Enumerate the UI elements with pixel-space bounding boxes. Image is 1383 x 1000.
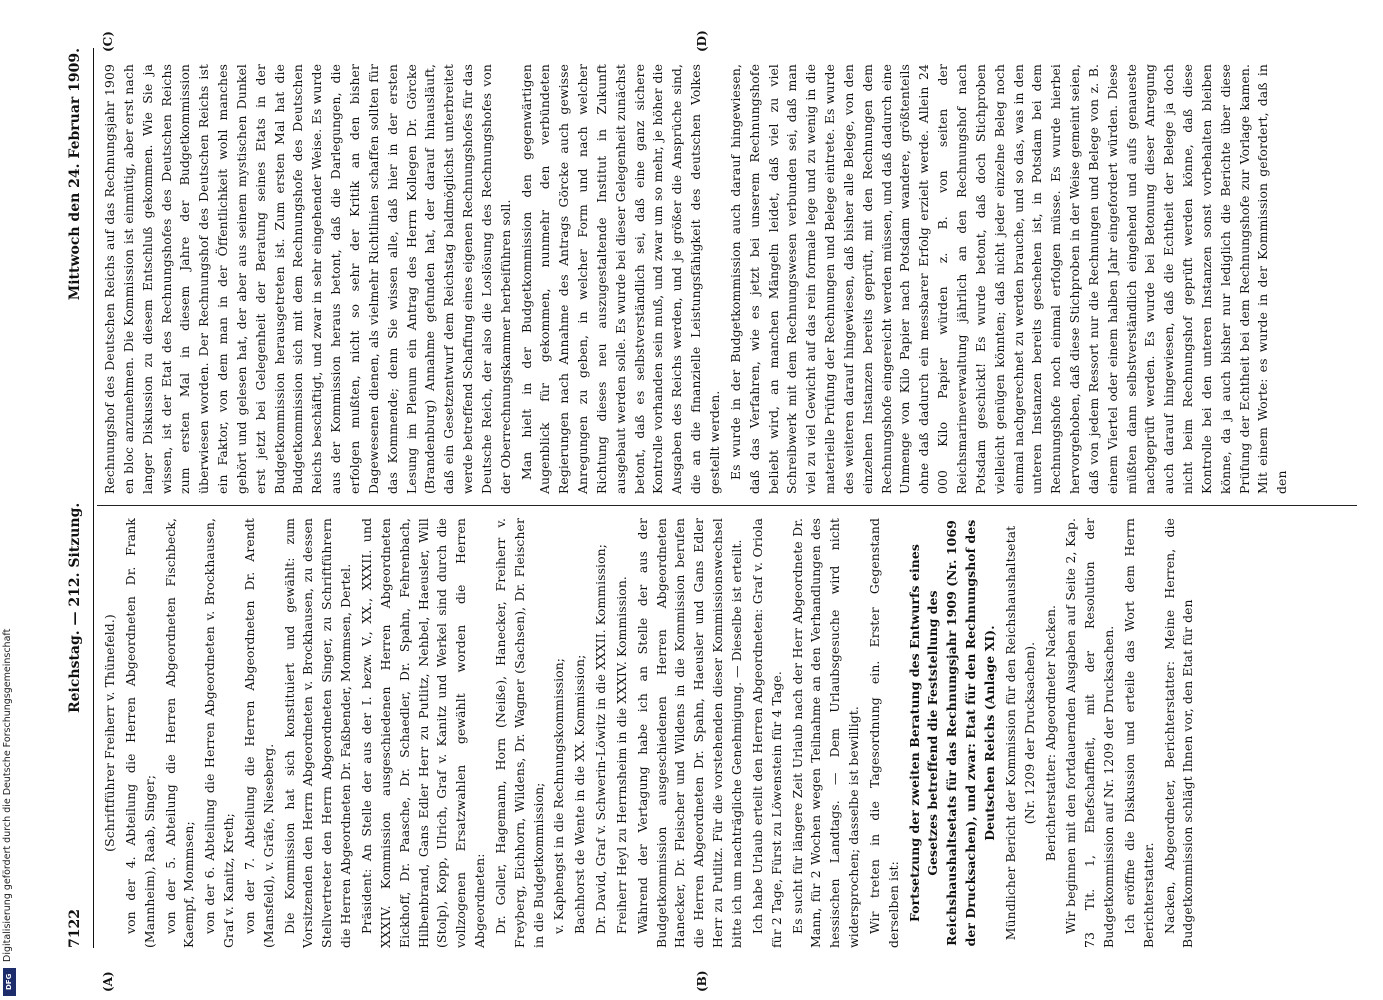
paragraph: Wir treten in die Tagesordnung ein. Erster Gegenstand derselben ist: — [866, 518, 901, 948]
paragraph: Dr. Goller, Hagemann, Horn (Neiße), Hanecker, Freiherr v. Freyberg, Eichhorn, Wildens, Dr. Wagner (Sachsen), Dr. Fleischer in die Budgetkommission; — [492, 518, 546, 948]
paragraph: v. Kaphengst in die Rechnungskommission; — [551, 657, 567, 934]
paragraph: Nacken, Abgeordneter, Berichterstatter: Meine Herren, die Budgetkommission schlägt Ihnen vor, den Etat für den — [1161, 518, 1196, 948]
margin-mark-b: (B) — [695, 970, 709, 992]
agenda-item-title: Fortsetzung der zweiten Beratung des Entwurfs eines Gesetzes betreffend die Feststellung des Reichshaushaltsetats für das Rechnungsjahr 1909 (Nr. 1069 der Drucksachen), und zwar: Etat für den Rechnungshof des Deutschen Reichs (Anlage XI). — [906, 519, 997, 947]
session-date: Mittwoch den 24. Februar 1909. — [67, 48, 83, 301]
paragraph: Ich habe Urlaub erteilt den Herren Abgeordneten: Graf v. Oriola für 2 Tage, Fürst zu Löwenstein für 4 Tage. — [749, 518, 784, 948]
paragraph: Wir beginnen mit den fortdauernden Ausgaben auf Seite 2, Kap. 73 Tit. 1, Ehefschaffheit, mit der Resolution der Budgetkommission auf Nr. 1209 der Drucksachen. — [1063, 518, 1117, 948]
page-header — [67, 48, 91, 948]
paragraph: (Schriftführer Freiherr v. Thünefeld.) — [102, 614, 117, 852]
paragraph: Während der Vertagung habe ich an Stelle der aus der Budgetkommission ausgeschiedenen Herren Abgeordneten Hanecker, Dr. Fleischer und Wildens in die Kommission berufen die Herren Abgeordneten Dr. Spahn, Haeusler und Gans Edler Herr zu Putlitz. Für die vorstehenden dieser Kommissionswechsel bitte ich um nachträgliche Genehmigung. — Dieselbe ist erteilt. — [634, 518, 744, 948]
paragraph: von der 7. Abteilung die Herren Abgeordneten Dr. Arendt (Mansfeld), v. Gräfe, Nieseberg. — [241, 518, 276, 948]
margin-mark-a: (A) — [101, 971, 115, 992]
margin-mark-d: (D) — [695, 30, 709, 52]
paragraph: Die Kommission hat sich konstituiert und gewählt: zum Vorsitzenden den Herrn Abgeordneten v. Brockhausen, zu dessen Stellvertreter den Herrn Abgeordneten Singer, zu Schriftführern die Herren Abgeordneten Dr. Faßbender, Mommsen, Dertel. — [281, 518, 354, 948]
session-title: Reichstag. — 212. Sitzung. — [67, 502, 83, 713]
left-column — [101, 518, 1200, 948]
paragraph: Bachhorst de Wente in die XX. Kommission; — [572, 654, 588, 934]
header-rule — [93, 48, 94, 948]
paragraph: Ich eröffne die Diskussion und erteile das Wort dem Herrn Berichterstatter. — [1121, 518, 1156, 948]
paragraph: von der 5. Abteilung die Herren Abgeordneten Fischbeck, Kaempf, Mommsen; — [162, 518, 197, 948]
margin-mark-c: (C) — [101, 31, 115, 52]
digitization-footer — [2, 0, 18, 1000]
paragraph: Mündlicher Bericht der Kommission für den Reichshaushaltsetat (Nr. 1209 der Drucksachen). — [1002, 525, 1037, 941]
paragraph: Rechnungshof des Deutschen Reichs auf das Rechnungsjahr 1909 en bloc anzunehmen. Die Kommission ist einmütig, aber erst nach langer Diskussion zu diesem Entschluß gekommen. Wie Sie ja wissen, ist der Etat des Rechnungshofes des Deutschen Reichs zum ersten Mal in diesem Jahre der Budgetkommission überwiesen worden. Der Rechnungshof des Deutschen Reichs ist ein Faktor, von dem man in der Öffentlichkeit wohl manches gehört und gelesen hat, der aber aus seinem mystischen Dunkel erst jetzt bei Gelegenheit der Beratung seines Etats in der Budgetkommission herausgetreten ist. Zum ersten Mal hat die Budgetkommission sich mit dem Rechnungshofe des Deutschen Reichs beschäftigt, und zwar in sehr eingehender Weise. Es wurde aus der Kommission heraus betont, daß die Darlegungen, die erfolgen mußten, nicht so sehr der Kritik an den bisher Dagewesenen dienen, als vielmehr Richtlinien schaffen sollten für das Kommende; denn Sie wissen alle, daß hier in der ersten Lesung im Plenum ein Antrag des Herrn Kollegen Dr. Görcke (Brandenburg) Annahme gefunden hat, der darauf hinausläuft, daß ein Gesetzentwurf dem Reichstag baldmöglichst unterbreitet werde betreffend Schaffung eines eigenen Rechnungshofes für das Deutsche Reich, der also die Loslösung des Rechnungshofes von der Oberrechnungskammer herbeiführen soll. — [102, 64, 513, 494]
paragraph: Man hielt in der Budgetkommission den gegenwärtigen Augenblick für gekommen, nunmehr den verbündeten Regierungen nach Annahme des Antrags Görcke auch gewisse Anregungen zu geben, in welcher Form und nach welcher Richtung dieses neu auszugestaltende Institut in Zukunft ausgebaut werden solle. Es wurde bei dieser Gelegenheit zunächst betont, daß es selbstverständlich sei, daß eine ganz sichere Kontrolle vorhanden sein muß, und zwar um so mehr, je höher die Ausgaben des Reichs werden, und je größer die Ansprüche sind, die an die finanzielle Leistungsfähigkeit des deutschen Volkes gestellt werden. — [518, 64, 722, 494]
paragraph: Es sucht für längere Zeit Urlaub nach der Herr Abgeordnete Dr. Mann, für 2 Wochen wegen Teilnahme an den Verhandlungen des hessischen Landtags. — Dem Urlaubsgesuche wird nicht widersprochen; dasselbe ist bewilligt. — [789, 518, 862, 948]
digitization-note: Digitalisierung gefördert durch die Deutsche Forschungsgemeinschaft — [2, 628, 13, 962]
paragraph: von der 6. Abteilung die Herren Abgeordneten v. Brockhausen, Graf v. Kanitz, Kreth; — [202, 518, 237, 948]
column-divider — [97, 505, 1357, 506]
paragraph: Es wurde in der Budgetkommission auch darauf hingewiesen, daß das Verfahren, wie es jetzt bei unserem Rechnungshofe beliebt wird, an manchen Mängeln leidet, daß viel zu viel Schreibwerk mit dem Rechnungswesen verbunden sei, daß man viel zu viel Gewicht auf das rein formale lege und zu wenig in die materielle Prüfung der Rechnungen und Belege eintrete. Es wurde des weiteren darauf hingewiesen, daß bisher alle Belege, von den einzelnen Instanzen bereits geprüft, mit den Rechnungen dem Rechnungshofe eingereicht werden müssen, und daß dadurch eine Unmenge von Kilo Papier nach Potsdam wandere, größtenteils ohne daß dadurch ein messbarer Erfolg erzielt werde. Allein 24 000 Kilo Papier würden z. B. von seiten der Reichsmarineverwaltung jährlich an den Rechnungshof nach Potsdam geschickt! Es wurde betont, daß doch Stichproben vielleicht genügen könnten; daß nicht jeder einzelne Beleg noch einmal nachgerechnet zu werden brauche, und so das, was in den unteren Instanzen bereits geschehen ist, in Potsdam bei dem Rechnungshofe noch einmal erfolgen müsse. Es wurde hierbei hervorgehoben, daß diese Stichproben in der Weise gemeint seien, daß von jedem Ressort nur die Rechnungen und Belege von z. B. einem Viertel oder einem halben Jahr eingefordert würden. Diese müßten dann selbstverständlich eingehend und aufs genaueste nachgeprüft werden. Es wurde bei Betonung dieser Anregung auch darauf hingewiesen, daß die Echtheit der Belege ja doch nicht beim Rechnungshof geprüft werden könne, daß diese Kontrolle bei den unteren Instanzen sonst vorbehalten bleiben könne, da ja auch bisher nur lediglich die Berichte über diese Prüfung der Echtheit bei dem Rechnungshofe zur Vorlage kamen. Mit einem Worte: es wurde in der Kommission gefordert, daß in den — [727, 64, 1290, 494]
paragraph: Dr. David, Graf v. Schwerin-Löwitz in die XXXII. Kommission; — [593, 543, 609, 934]
page-number: 7122 — [67, 909, 83, 948]
paragraph: von der 4. Abteilung die Herren Abgeordneten Dr. Frank (Mannheim), Raab, Singer; — [122, 518, 157, 948]
paragraph: Freiherr Heyl zu Herrnsheim in die XXXIV. Kommission. — [613, 576, 629, 934]
dfg-logo: DFG — [3, 968, 16, 996]
paragraph: Präsident: An Stelle der aus der I. bezw. V., XX., XXXII. und XXXIV. Kommission ausgeschiedenen Herren Abgeordneten Eickhoff, Dr. Paasche, Dr. Schaedler, Dr. Spahn, Fehrenbach, Hilbenbrand, Gans Edler Herr zu Putlitz, Nehbel, Haeusler, Will (Stolp), Kopp, Ulrich, Graf v. Kanitz und Werkel sind durch die vollzogenen Ersatzwahlen gewählt worden die Herren Abgeordneten: — [358, 518, 488, 948]
paragraph: Berichterstatter: Abgeordneter Nacken. — [1042, 604, 1058, 862]
rotated-document-page — [55, 0, 1375, 1000]
right-column — [101, 64, 1294, 494]
